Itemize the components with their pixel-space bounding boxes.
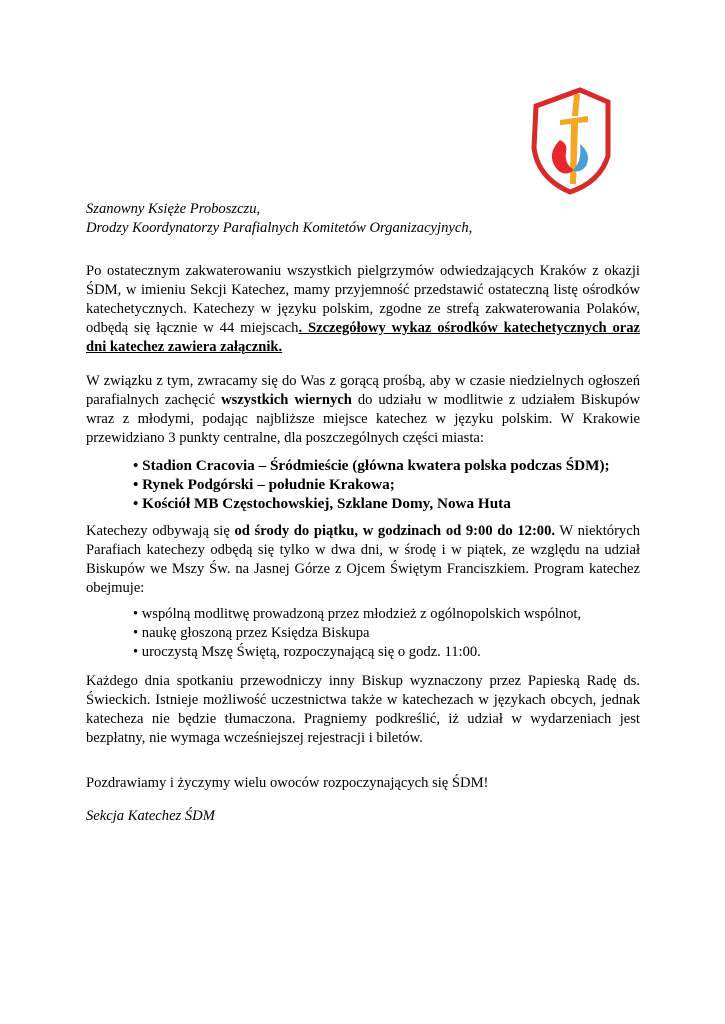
center-item: • Stadion Cracovia – Śródmieście (główna kwatera polska podczas ŚDM); [133,456,643,475]
program-list [133,605,643,662]
salutation-line-2: Drodzy Koordynatorzy Parafialnych Komitetów Organizacyjnych, [86,220,473,236]
salutation-line-1: Szanowny Księże Proboszczu, [86,201,261,217]
sdm-cross-logo [530,86,612,196]
paragraph-1: Po ostatecznym zakwaterowaniu wszystkich pielgrzymów odwiedzających Kraków z okazji ŚDM, w imieniu Sekcji Katechez, mamy przyjemność przedstawić ostateczną listę ośrodków katechetycznych. Katechezy w języku polskim, zgodne ze strefą zakwaterowania Polaków, odbędą się łącznie w 44 miejscach. Szczegółowy wykaz ośrodków katechetycznych oraz dni katechez zawiera załącznik. [86,263,640,355]
paragraph-3: Katechezy odbywają się od środy do piątku, w godzinach od 9:00 do 12:00. W niektórych Parafiach katechezy odbędą się tylko w dwa dni, w środę i w piątek, ze względu na udział Biskupów we Mszy Św. na Jasnej Górze z Ojcem Świętym Franciszkiem. Program katechez obejmuje: [86,523,641,596]
closing-line: Pozdrawiamy i życzymy wielu owoców rozpoczynających się ŚDM! [86,775,489,791]
program-item: • uroczystą Mszę Świętą, rozpoczynającą się o godz. 11:00. [133,643,643,662]
center-item: • Kościół MB Częstochowskiej, Szklane Domy, Nowa Huta [133,494,643,513]
paragraph-2: W związku z tym, zwracamy się do Was z gorącą prośbą, aby w czasie niedzielnych ogłoszeń parafialnych zachęcić wszystkich wiernych do udziału w modlitwie z udziałem Biskupów wraz z młodymi, podając najbliższe miejsce katechez w języku polskim. W Krakowie przewidziano 3 punkty centralne, dla poszczególnych części miasta: [86,373,640,446]
center-item: • Rynek Podgórski – południe Krakowa; [133,475,643,494]
attachment-note: . Szczegółowy wykaz ośrodków katechetycznych oraz dni katechez zawiera załącznik. [86,320,640,355]
signature: Sekcja Katechez ŚDM [86,808,215,824]
program-item: • naukę głoszoną przez Księdza Biskupa [133,624,643,643]
centers-list [133,456,643,513]
logo-cross-top [572,94,580,116]
program-item: • wspólną modlitwę prowadzoną przez młodzież z ogólnopolskich wspólnot, [133,605,643,624]
paragraph-4: Każdego dnia spotkaniu przewodniczy inny Biskup wyznaczony przez Papieską Radę ds. Świeckich. Istnieje możliwość uczestnictwa także w katechezach w językach obcych, jednak katecheza nie będzie tłumaczona. Pragniemy podkreślić, iż udział w wydarzeniach jest bezpłatny, nie wymaga wcześniejszej rejestracji i biletów. [86,673,640,746]
